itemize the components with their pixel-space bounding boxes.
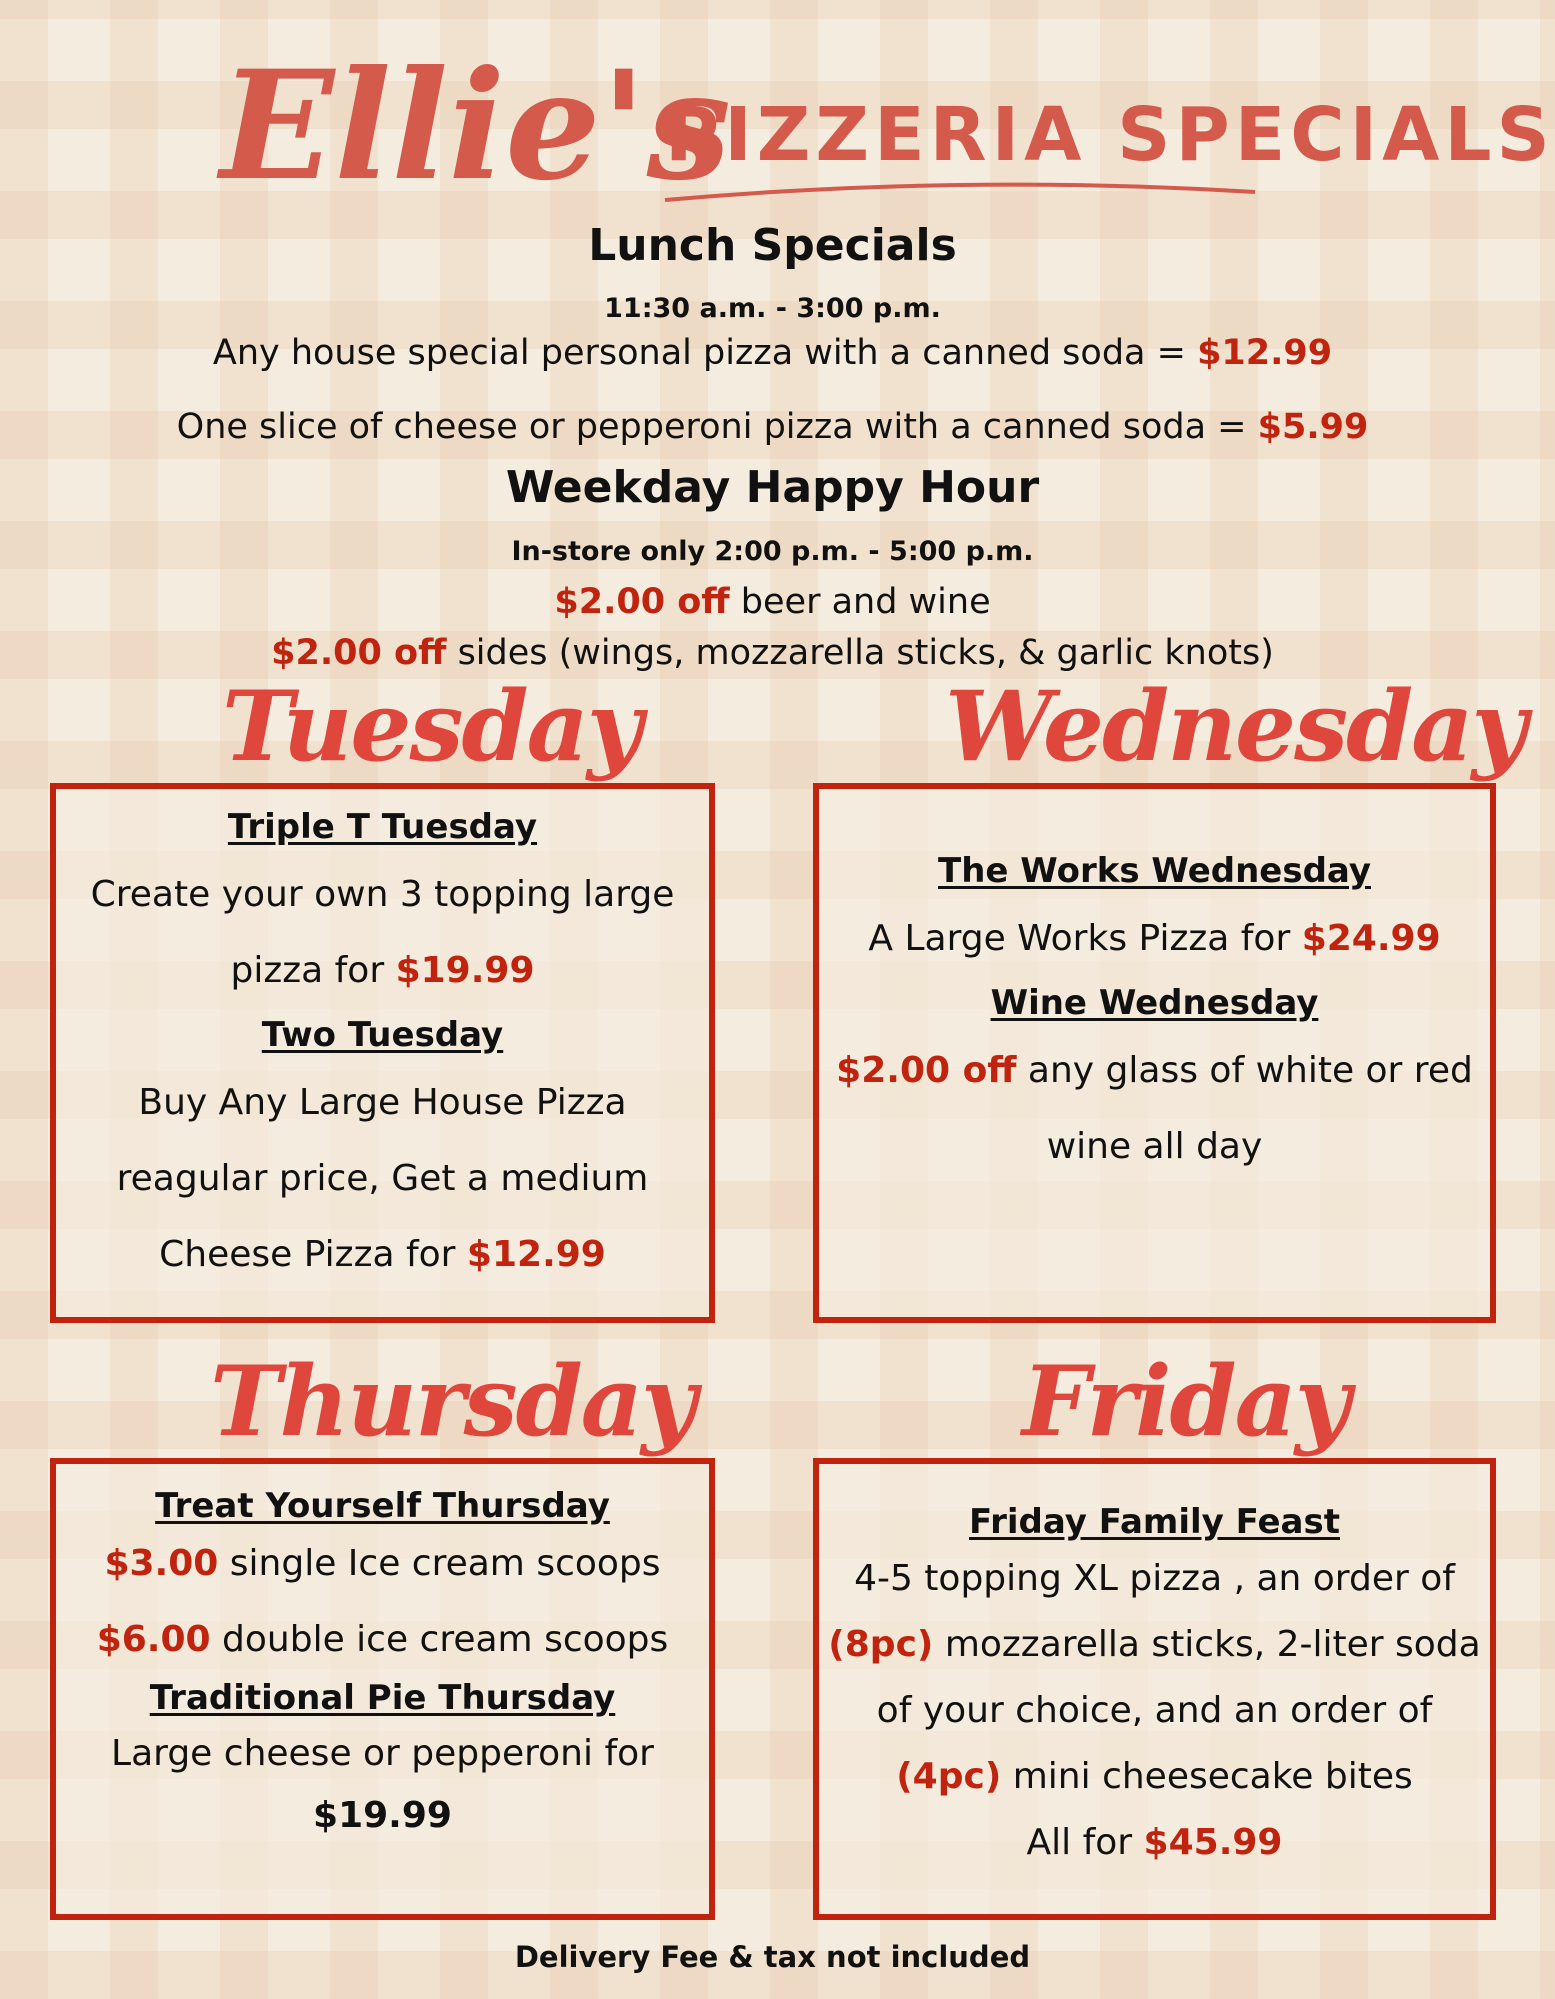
tuesday-heading: Tuesday xyxy=(222,670,641,783)
lunch-hours: 11:30 a.m. - 3:00 p.m. xyxy=(604,293,941,324)
wednesday-special-2-title: Wine Wednesday xyxy=(990,983,1319,1023)
friday-line-4-highlight: (4pc) xyxy=(896,1756,1002,1797)
wednesday-special-2-line-2: wine all day xyxy=(1046,1126,1263,1167)
tuesday-special-1-title: Triple T Tuesday xyxy=(227,807,538,847)
page-title: PIZZERIA SPECIALS xyxy=(665,92,1555,178)
happy-hour-item-1 xyxy=(0,582,1545,622)
thursday-special-1-line-2 xyxy=(56,1602,709,1678)
wednesday-special-1-price: $24.99 xyxy=(1301,918,1441,959)
logo-text: Ellie's xyxy=(220,38,732,214)
happy-hour-item-2-text: sides (wings, mozzarella sticks, & garlic knots) xyxy=(446,633,1274,673)
tuesday-special-1-price: $19.99 xyxy=(395,950,535,991)
wednesday-special-1-title: The Works Wednesday xyxy=(938,851,1371,891)
wednesday-special-2-line-1-text: any glass of white or red xyxy=(1016,1050,1473,1091)
wednesday-special-2-line-1 xyxy=(819,1033,1490,1109)
friday-line-1: 4-5 topping XL pizza , an order of xyxy=(854,1558,1455,1599)
thursday-special-2-price: $19.99 xyxy=(313,1795,452,1836)
friday-line-3: of your choice, and an order of xyxy=(876,1690,1433,1731)
happy-hour-hours: In-store only 2:00 p.m. - 5:00 p.m. xyxy=(511,536,1034,567)
friday-line-5 xyxy=(819,1810,1490,1876)
friday-price: $45.99 xyxy=(1143,1822,1283,1863)
tuesday-special-2-title: Two Tuesday xyxy=(261,1015,504,1055)
thursday-special-1-title: Treat Yourself Thursday xyxy=(155,1486,610,1526)
tuesday-box xyxy=(50,783,715,1323)
wednesday-special-2-price: $2.00 off xyxy=(836,1050,1017,1091)
thursday-special-1-price-2: $6.00 xyxy=(96,1619,211,1660)
lunch-item-2 xyxy=(0,407,1545,447)
lunch-item-2-text: One slice of cheese or pepperoni pizza with a canned soda = xyxy=(176,407,1258,447)
tuesday-special-2-price: $12.99 xyxy=(466,1234,606,1275)
happy-hour-item-1-text: beer and wine xyxy=(729,582,991,622)
tuesday-special-1-line-1: Create your own 3 topping large xyxy=(90,874,675,915)
wednesday-special-1-line-1-text: A Large Works Pizza for xyxy=(868,918,1302,959)
tuesday-special-2-line-3-text: Cheese Pizza for xyxy=(159,1234,467,1275)
thursday-special-1-line-2-text: double ice cream scoops xyxy=(210,1619,669,1660)
wednesday-box xyxy=(813,783,1496,1323)
footer-note: Delivery Fee & tax not included xyxy=(514,1940,1031,1974)
lunch-item-1-price: $12.99 xyxy=(1197,333,1333,373)
lunch-specials-title: Lunch Specials xyxy=(588,220,957,271)
thursday-box xyxy=(50,1458,715,1920)
tuesday-special-2-line-1: Buy Any Large House Pizza xyxy=(138,1082,627,1123)
thursday-heading: Thursday xyxy=(210,1345,695,1458)
friday-special-title: Friday Family Feast xyxy=(969,1502,1340,1542)
happy-hour-title: Weekday Happy Hour xyxy=(505,462,1040,513)
tuesday-special-1-line-2 xyxy=(56,933,709,1009)
tuesday-special-1-line-2-text: pizza for xyxy=(230,950,396,991)
thursday-special-1-line-1 xyxy=(56,1526,709,1602)
lunch-item-1-text: Any house special personal pizza with a canned soda = xyxy=(212,333,1198,373)
thursday-special-2-line-1: Large cheese or pepperoni for xyxy=(111,1733,654,1774)
wednesday-heading: Wednesday xyxy=(945,670,1526,783)
friday-line-2-text: mozzarella sticks, 2-liter soda xyxy=(933,1624,1481,1665)
friday-line-4-text: mini cheesecake bites xyxy=(1001,1756,1413,1797)
friday-heading: Friday xyxy=(1022,1345,1349,1458)
happy-hour-item-2-price: $2.00 off xyxy=(271,633,447,673)
happy-hour-item-1-price: $2.00 off xyxy=(554,582,730,622)
friday-box xyxy=(813,1458,1496,1920)
friday-line-4 xyxy=(819,1744,1490,1810)
title-underline-swoosh xyxy=(660,180,1260,204)
lunch-item-1 xyxy=(0,333,1545,373)
friday-line-5-text: All for xyxy=(1026,1822,1144,1863)
friday-line-2-highlight: (8pc) xyxy=(828,1624,934,1665)
ellies-logo xyxy=(210,28,732,228)
friday-line-2 xyxy=(819,1612,1490,1678)
thursday-special-1-line-1-text: single Ice cream scoops xyxy=(218,1543,661,1584)
tuesday-special-2-line-2: reagular price, Get a medium xyxy=(116,1158,649,1199)
wednesday-special-1-line-1 xyxy=(819,901,1490,977)
tuesday-special-2-line-3 xyxy=(56,1217,709,1293)
happy-hour-item-2 xyxy=(0,633,1545,673)
thursday-special-1-price-1: $3.00 xyxy=(104,1543,219,1584)
lunch-item-2-price: $5.99 xyxy=(1257,407,1369,447)
thursday-special-2-title: Traditional Pie Thursday xyxy=(149,1678,616,1718)
